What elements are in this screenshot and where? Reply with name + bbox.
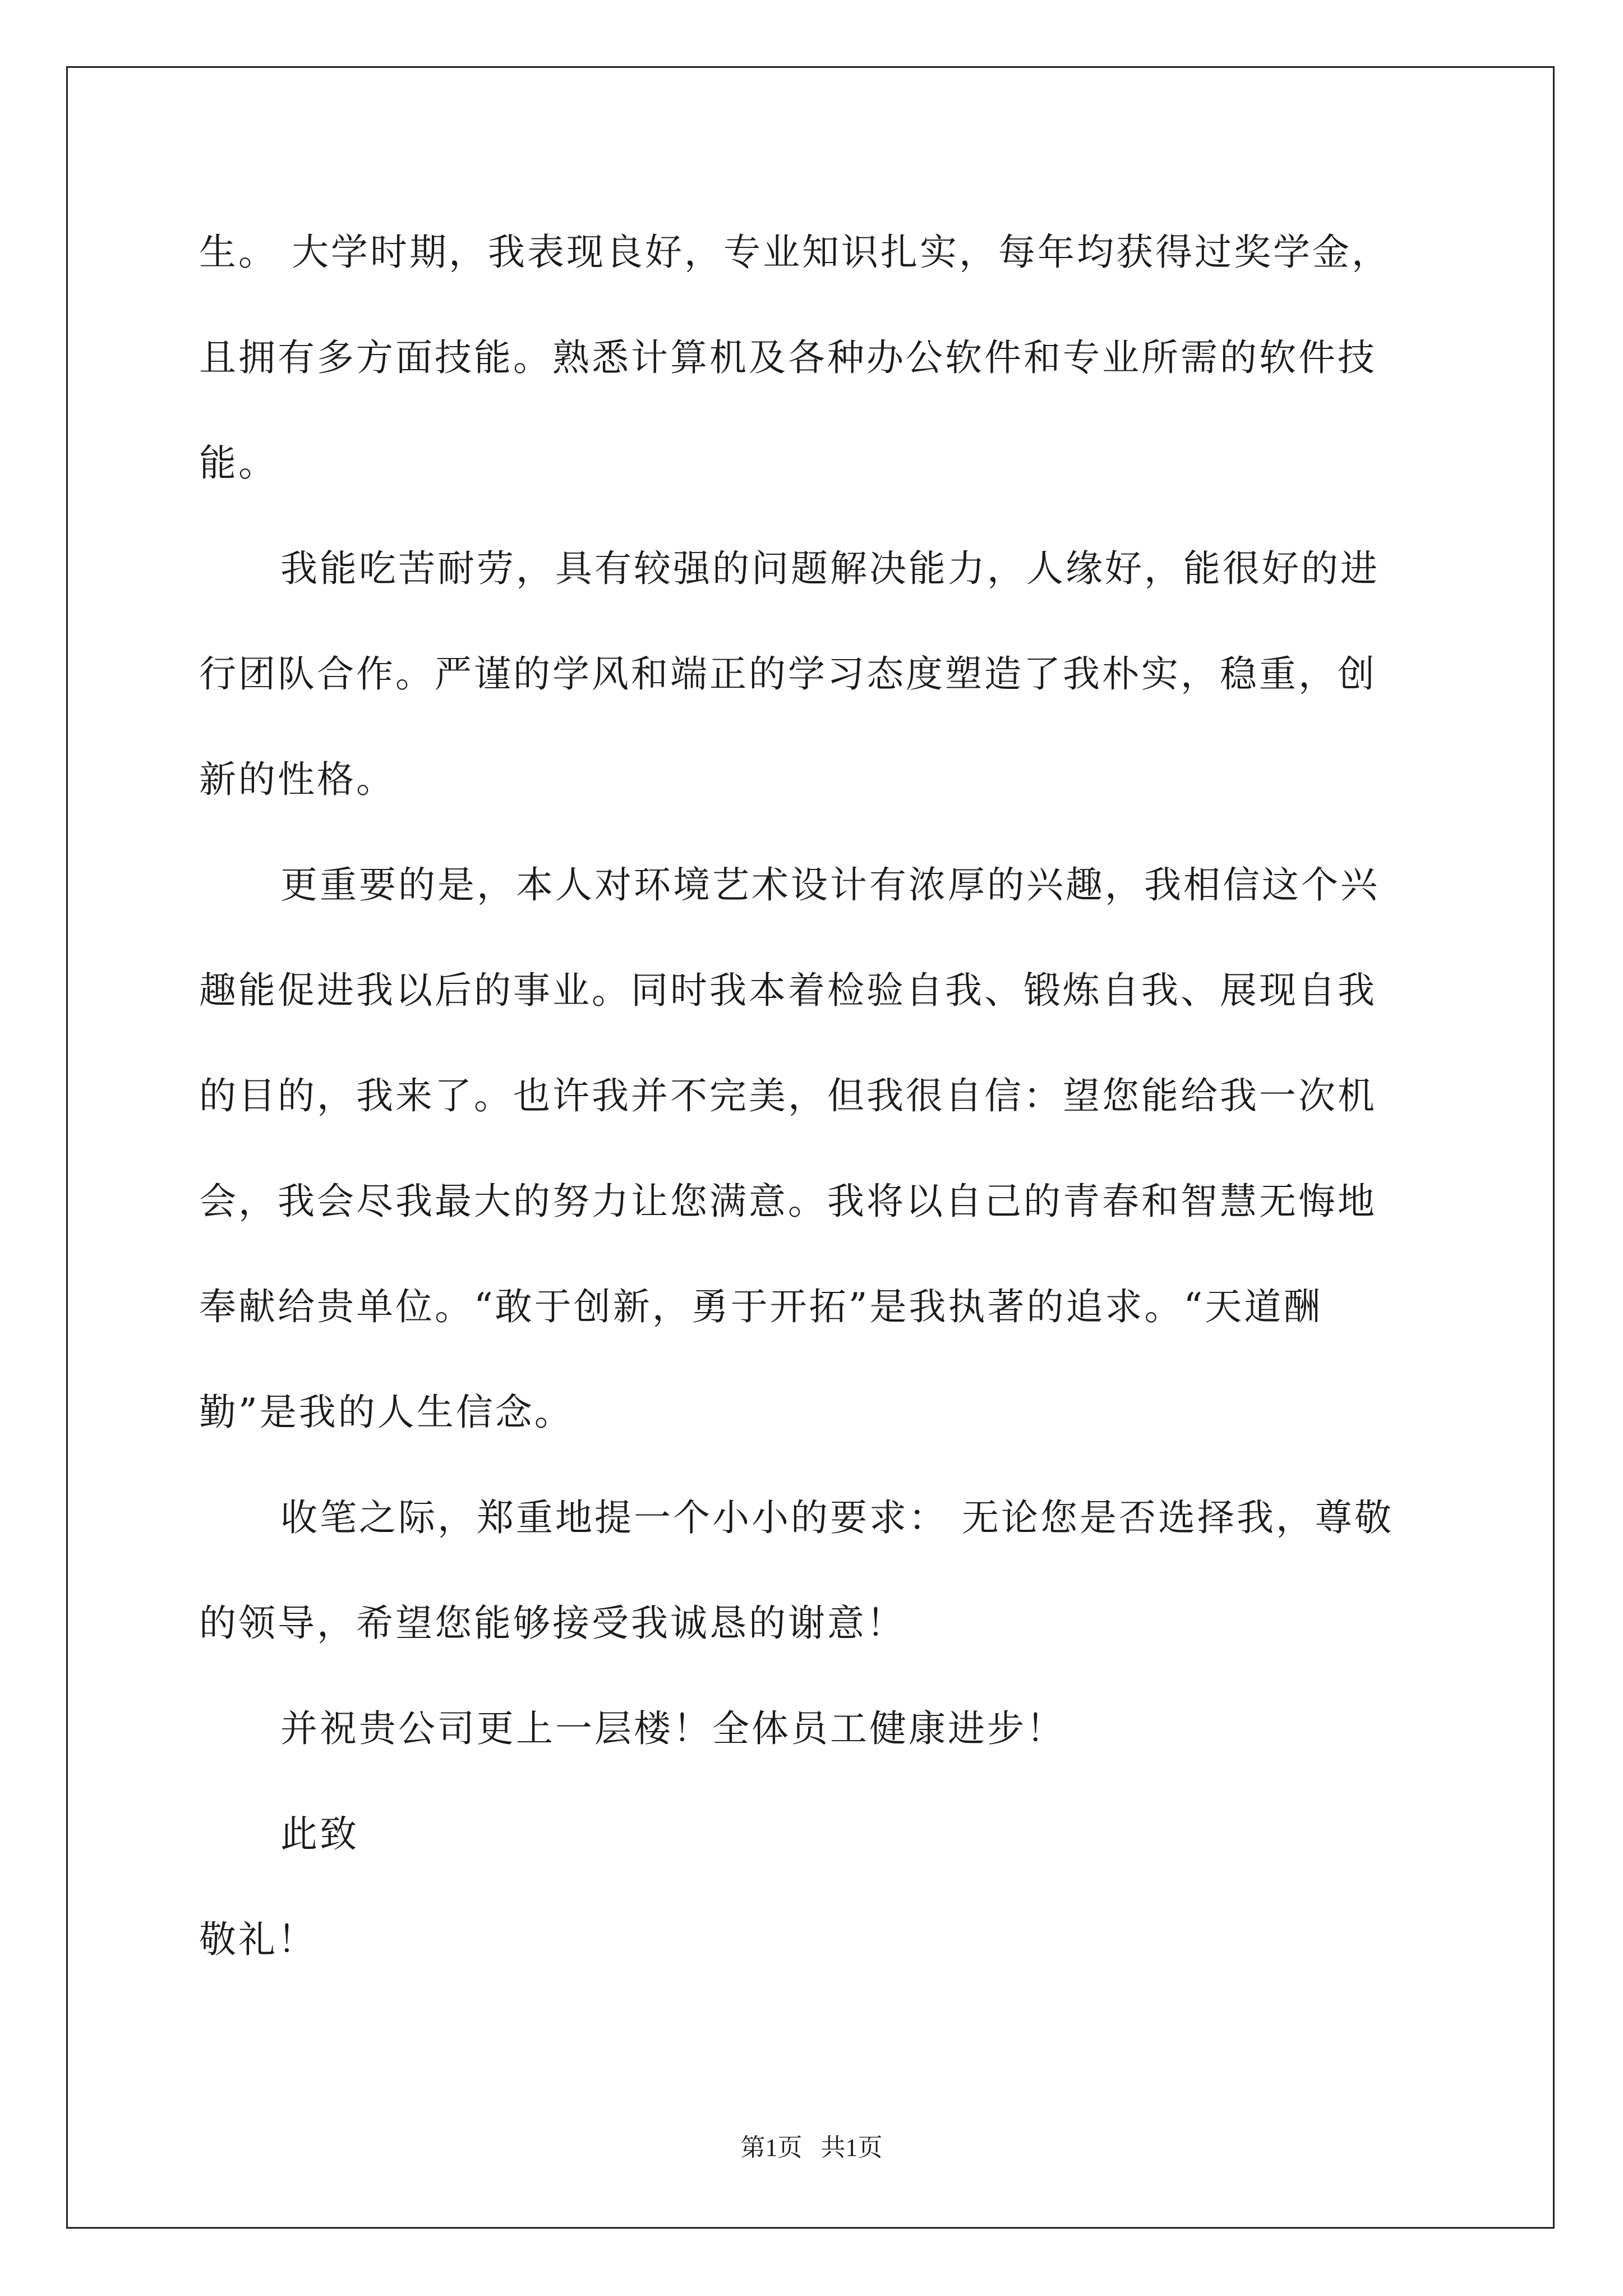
- text-line: 并祝贵公司更上一层楼！全体员工健康进步！: [280, 1707, 1066, 1750]
- text-line: 我能吃苦耐劳，具有较强的问题解决能力，人缘好，能很好的进: [280, 547, 1380, 590]
- text-line: 趣能促进我以后的事业。同时我本着检验自我、锻炼自我、展现自我: [199, 969, 1377, 1012]
- text-line: 且拥有多方面技能。熟悉计算机及各种办公软件和专业所需的软件技: [199, 336, 1377, 379]
- text-line: 的领导，希望您能够接受我诚恳的谢意！: [199, 1602, 906, 1645]
- page-number-current: 第1页: [740, 2134, 803, 2161]
- text-line: 生。 大学时期，我表现良好，专业知识扎实，每年均获得过奖学金，: [199, 231, 1391, 274]
- text-line: 奉献给贵单位。“敢于创新，勇于开拓”是我执著的追求。“天道酬: [199, 1285, 1323, 1328]
- text-line: 勤”是我的人生信念。: [199, 1391, 574, 1434]
- text-line: 新的性格。: [199, 758, 395, 801]
- salutation-line: 敬礼！: [199, 1918, 317, 1961]
- document-body: [199, 219, 1438, 2012]
- text-line: 收笔之际，郑重地提一个小小的要求： 无论您是否选择我，尊敬: [280, 1496, 1394, 1539]
- text-line: 能。: [199, 441, 278, 485]
- text-line: 会，我会尽我最大的努力让您满意。我将以自己的青春和智慧无悔地: [199, 1180, 1377, 1223]
- page-footer: [0, 2127, 1623, 2163]
- text-line: 更重要的是，本人对环境艺术设计有浓厚的兴趣，我相信这个兴: [280, 863, 1380, 907]
- closing-line: 此致: [280, 1812, 359, 1856]
- text-line: 行团队合作。严谨的学风和端正的学习态度塑造了我朴实，稳重，创: [199, 652, 1377, 696]
- page-number-total: 共1页: [820, 2134, 883, 2161]
- text-line: 的目的，我来了。也许我并不完美，但我很自信：望您能给我一次机: [199, 1074, 1377, 1117]
